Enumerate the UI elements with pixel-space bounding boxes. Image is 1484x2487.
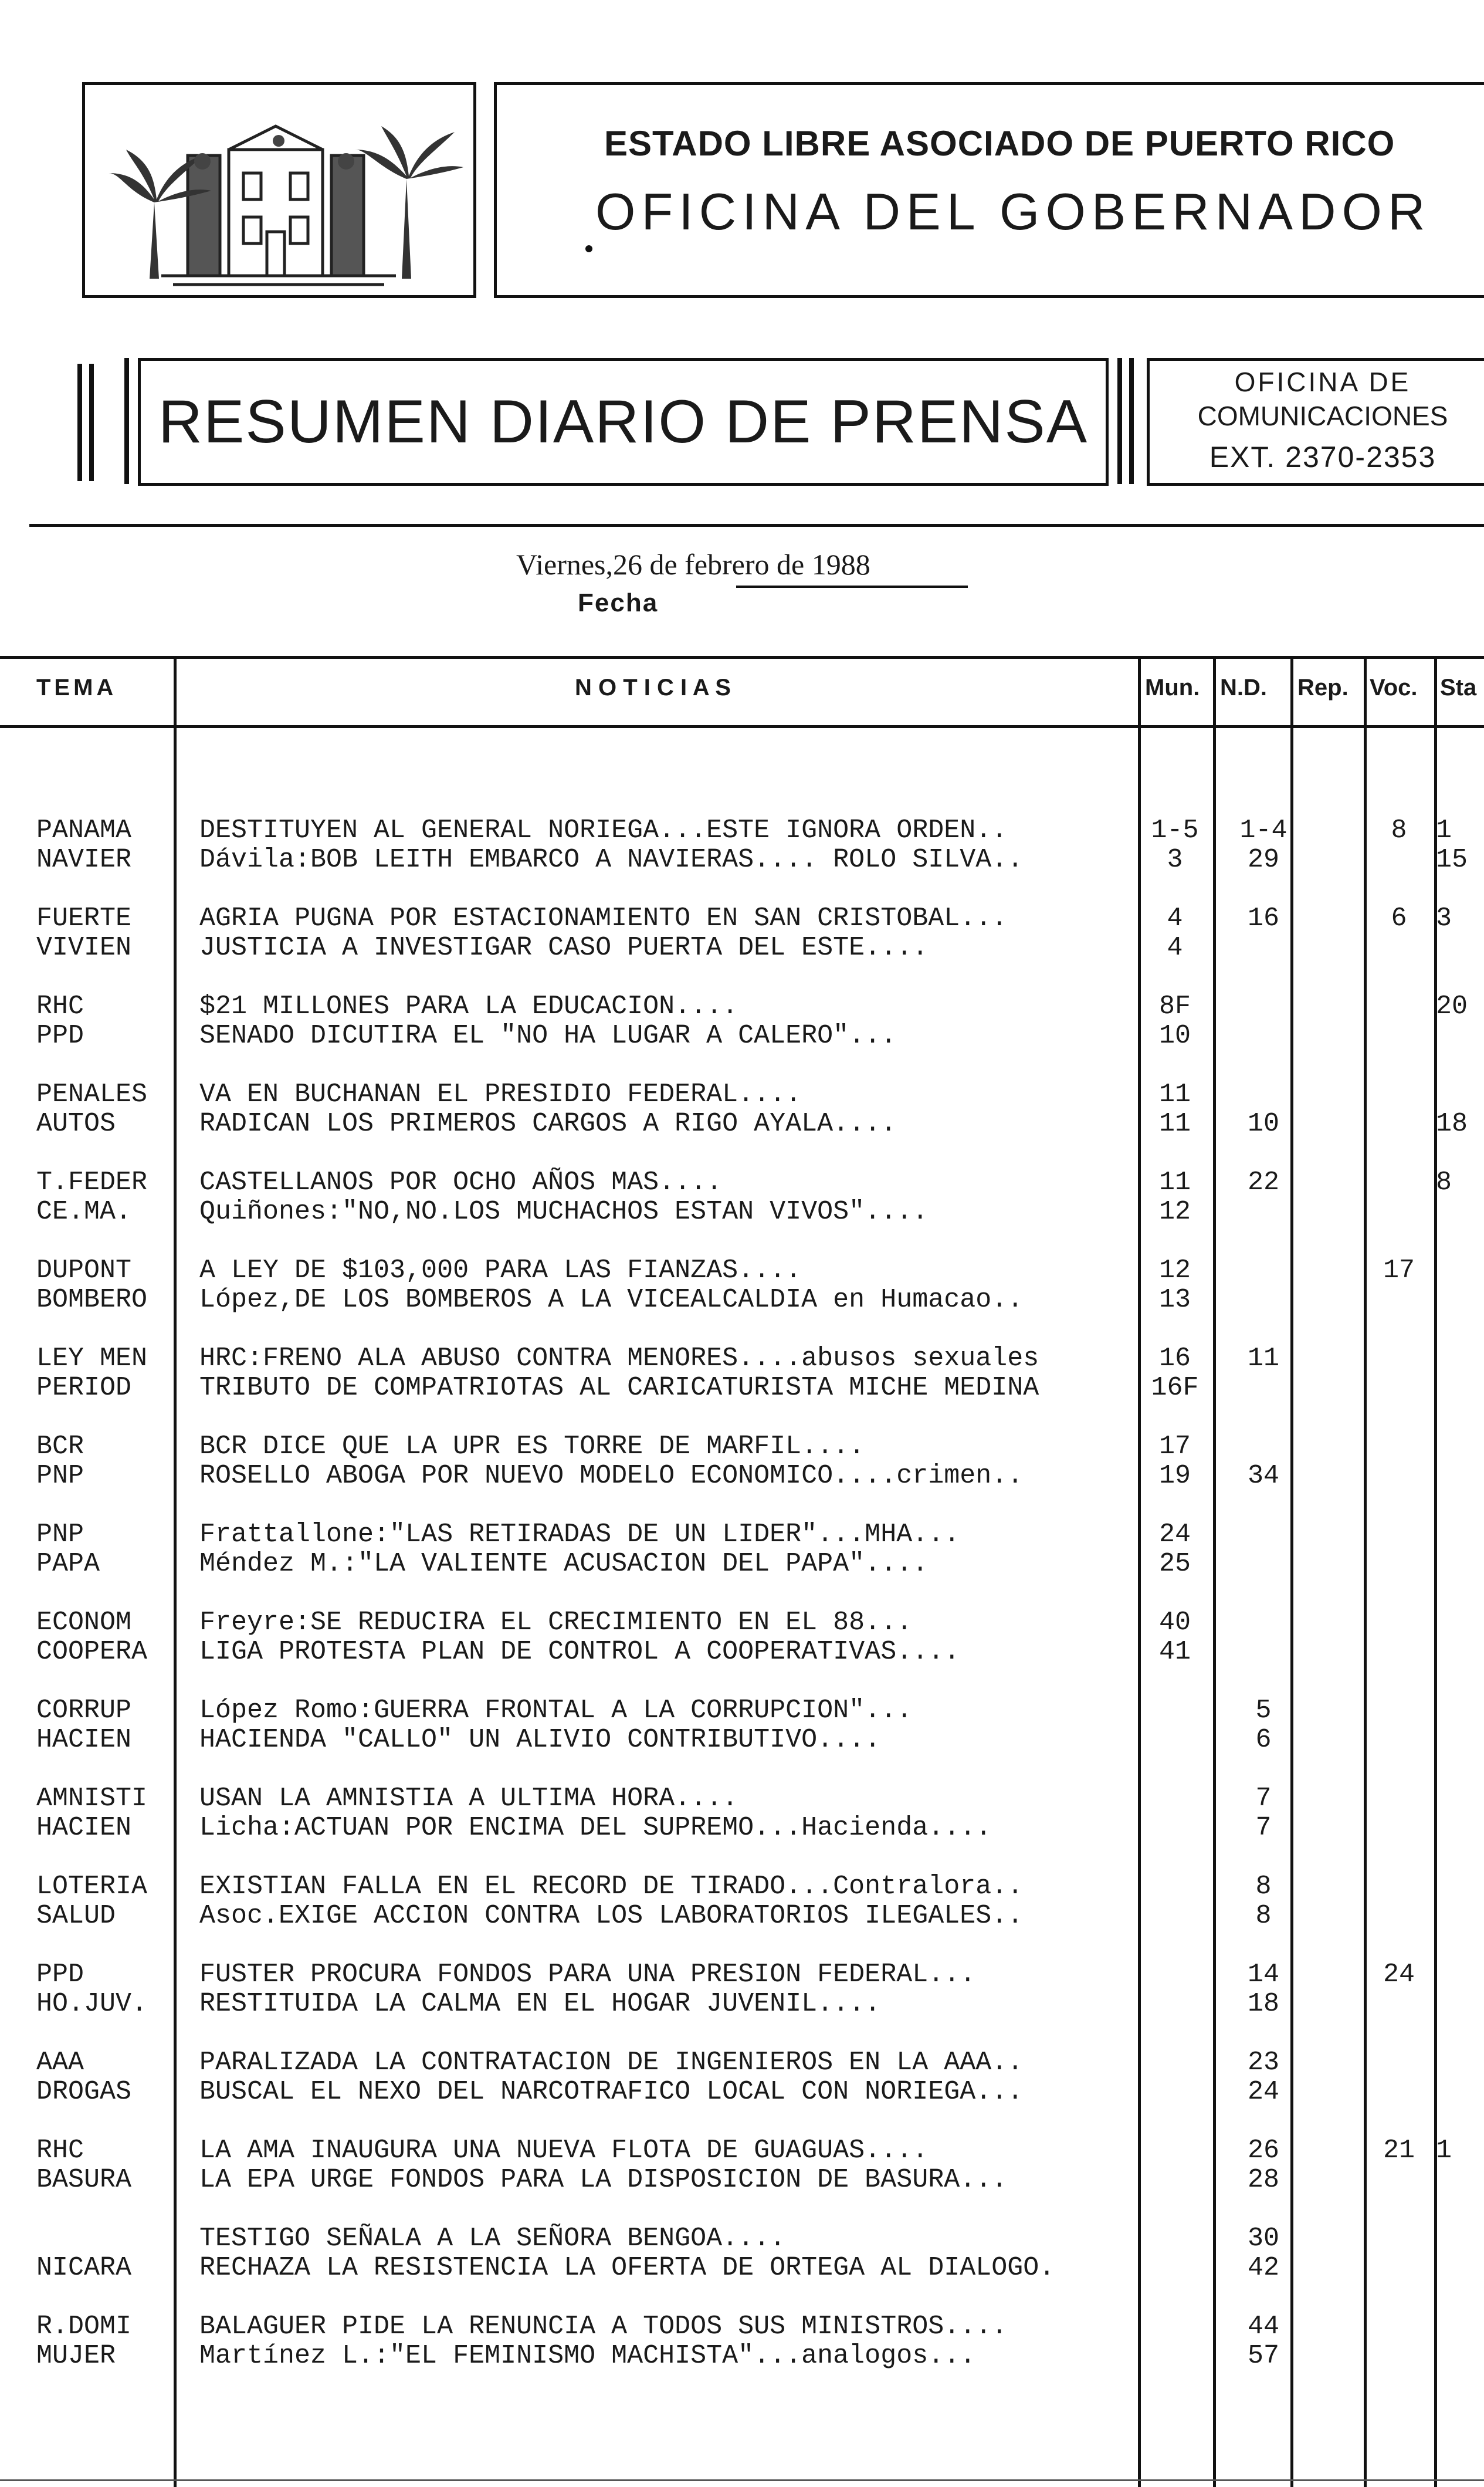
nd-page-cell: 10 — [1247, 1109, 1279, 1139]
tema-cell: LOTERIA — [36, 1872, 148, 1901]
voc-page-cell — [1367, 1197, 1431, 1227]
tema-cell — [36, 2224, 172, 2254]
headline-cell: López,DE LOS BOMBEROS A LA VICEALCALDIA en Humacao.. — [199, 1285, 1024, 1315]
voc-page-cell — [1367, 1168, 1431, 1198]
voc-page-cell: 17 — [1383, 1256, 1415, 1285]
voc-page-cell — [1367, 1872, 1431, 1902]
nd-page-cell — [1217, 1432, 1310, 1462]
headline-cell: López Romo:GUERRA FRONTAL A LA CORRUPCION"... — [199, 1696, 913, 1725]
voc-page-cell — [1367, 1784, 1431, 1814]
voc-page-cell — [1367, 2341, 1431, 2371]
voc-page-cell — [1367, 2165, 1431, 2195]
tema-cell: LEY MEN — [36, 1344, 148, 1373]
sta-page-cell — [1436, 1637, 1484, 1667]
voc-page-cell — [1367, 2253, 1431, 2283]
column-header-noticias: N O T I C I A S — [575, 675, 731, 701]
mun-page-cell — [1139, 2341, 1211, 2371]
tema-cell: PANAMA — [36, 816, 132, 845]
table-row — [0, 2312, 1484, 2373]
headline-cell: BUSCAL EL NEXO DEL NARCOTRAFICO LOCAL CON NORIEGA... — [199, 2077, 1024, 2107]
mun-page-cell: 19 — [1158, 1461, 1191, 1491]
nd-page-cell: 26 — [1247, 2136, 1279, 2165]
nd-page-cell — [1217, 1197, 1310, 1227]
mun-page-cell — [1139, 2077, 1211, 2107]
nd-page-cell — [1217, 1021, 1310, 1051]
mun-page-cell: 17 — [1158, 1432, 1191, 1461]
office-name: OFICINA DEL GOBERNADOR — [595, 182, 1431, 241]
sta-page-cell — [1436, 2341, 1484, 2371]
date-label: Fecha — [578, 588, 659, 617]
table-row — [0, 2224, 1484, 2285]
nd-page-cell: 34 — [1247, 1461, 1279, 1491]
nd-page-cell — [1217, 1285, 1310, 1315]
sta-page-cell — [1436, 1285, 1484, 1315]
tema-cell: BCR — [36, 1432, 84, 1461]
mun-page-cell: 11 — [1158, 1168, 1191, 1197]
headline-cell: USAN LA AMNISTIA A ULTIMA HORA.... — [199, 1784, 738, 1813]
mun-page-cell — [1139, 1813, 1211, 1843]
nd-page-cell: 23 — [1247, 2048, 1279, 2077]
sta-page-cell — [1436, 1256, 1484, 1286]
nd-page-cell: 24 — [1247, 2077, 1279, 2107]
tema-cell: PERIOD — [36, 1373, 132, 1403]
voc-page-cell — [1367, 845, 1431, 875]
table-row — [0, 1608, 1484, 1669]
mun-page-cell — [1139, 2136, 1211, 2166]
mun-page-cell: 25 — [1158, 1549, 1191, 1579]
voc-page-cell — [1367, 1549, 1431, 1579]
headline-cell: PARALIZADA LA CONTRATACION DE INGENIEROS EN LA AAA.. — [199, 2048, 1024, 2077]
report-date: Viernes,26 de febrero de 1988 — [516, 548, 870, 581]
sta-page-cell — [1436, 933, 1484, 963]
voc-page-cell — [1367, 2224, 1431, 2254]
table-row — [0, 1520, 1484, 1581]
nd-page-cell: 44 — [1247, 2312, 1279, 2341]
table-row — [0, 1696, 1484, 1757]
sta-page-cell — [1436, 1872, 1484, 1902]
nd-page-cell: 6 — [1255, 1725, 1272, 1755]
headline-cell: LA AMA INAUGURA UNA NUEVA FLOTA DE GUAGUAS.... — [199, 2136, 929, 2165]
voc-page-cell — [1367, 1461, 1431, 1491]
office-line-2: COMUNICACIONES — [1197, 401, 1448, 431]
mun-page-cell: 24 — [1158, 1520, 1191, 1549]
headline-cell: LA EPA URGE FONDOS PARA LA DISPOSICION DE BASURA... — [199, 2165, 1008, 2195]
voc-page-cell — [1367, 1989, 1431, 2019]
voc-page-cell: 21 — [1383, 2136, 1415, 2165]
sta-page-cell — [1436, 1725, 1484, 1755]
nd-page-cell: 22 — [1247, 1168, 1279, 1197]
voc-page-cell — [1367, 1725, 1431, 1755]
mun-page-cell — [1139, 1872, 1211, 1902]
headline-cell: CASTELLANOS POR OCHO AÑOS MAS.... — [199, 1168, 723, 1197]
tema-cell: T.FEDER — [36, 1168, 148, 1197]
mun-page-cell: 3 — [1167, 845, 1183, 875]
sta-page-cell — [1436, 1608, 1484, 1638]
nd-page-cell — [1217, 1520, 1310, 1550]
voc-page-cell — [1367, 1520, 1431, 1550]
mun-page-cell: 1-5 — [1151, 816, 1199, 845]
column-header-voc: Voc. — [1370, 675, 1418, 701]
headline-cell: Méndez M.:"LA VALIENTE ACUSACION DEL PAPA".... — [199, 1549, 929, 1579]
sta-page-cell: 15 — [1436, 845, 1468, 875]
nd-page-cell — [1217, 992, 1310, 1022]
sta-page-cell — [1436, 1696, 1484, 1726]
tema-cell: R.DOMI — [36, 2312, 132, 2341]
table-row — [0, 1256, 1484, 1317]
banner-bar-mid-1 — [1117, 358, 1122, 484]
headline-cell: FUSTER PROCURA FONDOS PARA UNA PRESION FEDERAL... — [199, 1960, 976, 1989]
banner-bar-mid-2 — [1129, 358, 1134, 484]
nd-page-cell: 14 — [1247, 1960, 1279, 1989]
tema-cell: AUTOS — [36, 1109, 116, 1139]
mun-page-cell — [1139, 2048, 1211, 2078]
voc-page-cell — [1367, 1608, 1431, 1638]
tema-cell: CE.MA. — [36, 1197, 132, 1227]
nd-page-cell — [1217, 1549, 1310, 1579]
tema-cell: DUPONT — [36, 1256, 132, 1285]
mun-page-cell: 8F — [1158, 992, 1191, 1021]
voc-page-cell — [1367, 2048, 1431, 2078]
mun-page-cell — [1139, 1696, 1211, 1726]
mun-page-cell: 10 — [1158, 1021, 1191, 1051]
voc-page-cell — [1367, 933, 1431, 963]
headline-cell: $21 MILLONES PARA LA EDUCACION.... — [199, 992, 738, 1021]
mun-page-cell — [1139, 2312, 1211, 2342]
nd-page-cell: 5 — [1255, 1696, 1272, 1725]
table-row — [0, 904, 1484, 965]
voc-page-cell — [1367, 1813, 1431, 1843]
headline-cell: Martínez L.:"EL FEMINISMO MACHISTA"...analogos... — [199, 2341, 976, 2371]
headline-cell: DESTITUYEN AL GENERAL NORIEGA...ESTE IGNORA ORDEN.. — [199, 816, 1008, 845]
mun-page-cell — [1139, 2165, 1211, 2195]
mun-page-cell: 16F — [1151, 1373, 1199, 1403]
table-row — [0, 1168, 1484, 1229]
voc-page-cell — [1367, 1344, 1431, 1374]
sta-page-cell — [1436, 1080, 1484, 1110]
sta-page-cell — [1436, 2224, 1484, 2254]
mun-page-cell — [1139, 1901, 1211, 1931]
nd-page-cell: 42 — [1247, 2253, 1279, 2283]
tema-cell: PNP — [36, 1520, 84, 1549]
sta-page-cell — [1436, 1021, 1484, 1051]
mun-page-cell: 12 — [1158, 1256, 1191, 1285]
mun-page-cell — [1139, 1784, 1211, 1814]
mun-page-cell — [1139, 1989, 1211, 2019]
sta-page-cell — [1436, 2312, 1484, 2342]
sta-page-cell: 8 — [1436, 1168, 1452, 1197]
voc-page-cell — [1367, 2312, 1431, 2342]
table-row — [0, 1344, 1484, 1405]
table-row — [0, 1432, 1484, 1493]
nd-page-cell: 7 — [1255, 1784, 1272, 1813]
tema-cell: COOPERA — [36, 1637, 148, 1667]
sta-page-cell: 20 — [1436, 992, 1468, 1021]
headline-cell: Freyre:SE REDUCIRA EL CRECIMIENTO EN EL 88... — [199, 1608, 913, 1637]
voc-page-cell — [1367, 1901, 1431, 1931]
tema-cell: BOMBERO — [36, 1285, 148, 1315]
table-row — [0, 816, 1484, 877]
headline-cell: ROSELLO ABOGA POR NUEVO MODELO ECONOMICO....crimen.. — [199, 1461, 1024, 1491]
mark-dot — [585, 245, 592, 252]
nd-page-cell: 7 — [1255, 1813, 1272, 1843]
column-header-rep: Rep. — [1297, 675, 1349, 701]
date-underline — [736, 586, 968, 588]
tema-cell: PAPA — [36, 1549, 100, 1579]
tema-cell: HACIEN — [36, 1813, 132, 1843]
voc-page-cell — [1367, 992, 1431, 1022]
sta-page-cell — [1436, 2165, 1484, 2195]
voc-page-cell — [1367, 1109, 1431, 1139]
sta-page-cell: 3 — [1436, 904, 1452, 933]
nd-page-cell: 29 — [1247, 845, 1279, 875]
mun-page-cell: 16 — [1158, 1344, 1191, 1373]
banner-bar-left-1 — [77, 364, 82, 481]
tema-cell: DROGAS — [36, 2077, 132, 2107]
page-bottom-rule — [0, 2479, 1484, 2481]
sta-page-cell — [1436, 1901, 1484, 1931]
table-top-rule — [0, 656, 1484, 659]
nd-page-cell: 30 — [1247, 2224, 1279, 2253]
nd-page-cell: 11 — [1247, 1344, 1279, 1373]
table-row — [0, 992, 1484, 1053]
headline-cell: SENADO DICUTIRA EL "NO HA LUGAR A CALERO"... — [199, 1021, 897, 1051]
tema-cell: AAA — [36, 2048, 84, 2077]
sta-page-cell — [1436, 1960, 1484, 1990]
nd-page-cell — [1217, 1373, 1310, 1403]
office-line-1: OFICINA DE — [1234, 367, 1411, 397]
mun-page-cell — [1139, 2253, 1211, 2283]
headline-cell: BCR DICE QUE LA UPR ES TORRE DE MARFIL.... — [199, 1432, 865, 1461]
nd-page-cell — [1217, 1608, 1310, 1638]
tema-cell: PPD — [36, 1960, 84, 1989]
nd-page-cell: 16 — [1247, 904, 1279, 933]
sta-page-cell — [1436, 1373, 1484, 1403]
nd-page-cell: 8 — [1255, 1872, 1272, 1901]
mun-page-cell: 41 — [1158, 1637, 1191, 1667]
voc-page-cell — [1367, 1373, 1431, 1403]
sta-page-cell — [1436, 2253, 1484, 2283]
mun-page-cell: 4 — [1167, 904, 1183, 933]
nd-page-cell: 1-4 — [1239, 816, 1288, 845]
mun-page-cell: 11 — [1158, 1080, 1191, 1109]
table-header-rule — [0, 725, 1484, 728]
voc-page-cell — [1367, 2077, 1431, 2107]
mun-page-cell: 40 — [1158, 1608, 1191, 1637]
headline-cell: Licha:ACTUAN POR ENCIMA DEL SUPREMO...Hacienda.... — [199, 1813, 992, 1843]
voc-page-cell — [1367, 1021, 1431, 1051]
mun-page-cell — [1139, 1725, 1211, 1755]
voc-page-cell — [1367, 1432, 1431, 1462]
sta-page-cell — [1436, 1813, 1484, 1843]
tema-cell: FUERTE — [36, 904, 132, 933]
sta-page-cell: 1 — [1436, 2136, 1452, 2165]
fortaleza-building-illustration — [85, 85, 473, 295]
sta-page-cell: 18 — [1436, 1109, 1468, 1139]
tema-cell: PENALES — [36, 1080, 148, 1109]
sta-page-cell — [1436, 1989, 1484, 2019]
nd-page-cell: 28 — [1247, 2165, 1279, 2195]
voc-page-cell — [1367, 1696, 1431, 1726]
tema-cell: MUJER — [36, 2341, 116, 2371]
header-separator — [29, 524, 1484, 527]
table-row — [0, 2136, 1484, 2197]
sta-page-cell — [1436, 1784, 1484, 1814]
tema-cell: BASURA — [36, 2165, 132, 2195]
column-header-nd: N.D. — [1220, 675, 1267, 701]
voc-page-cell: 24 — [1383, 1960, 1415, 1989]
voc-page-cell — [1367, 1637, 1431, 1667]
headline-cell: LIGA PROTESTA PLAN DE CONTROL A COOPERATIVAS.... — [199, 1637, 960, 1667]
tema-cell: ECONOM — [36, 1608, 132, 1637]
headline-cell: A LEY DE $103,000 PARA LAS FIANZAS.... — [199, 1256, 802, 1285]
voc-page-cell: 6 — [1391, 904, 1407, 933]
voc-page-cell — [1367, 1080, 1431, 1110]
tema-cell: CORRUP — [36, 1696, 132, 1725]
sta-page-cell — [1436, 1520, 1484, 1550]
table-row — [0, 1784, 1484, 1845]
nd-page-cell — [1217, 1080, 1310, 1110]
tema-cell: PPD — [36, 1021, 84, 1051]
tema-cell: AMNISTI — [36, 1784, 148, 1813]
headline-cell: HRC:FRENO ALA ABUSO CONTRA MENORES....abusos sexuales — [199, 1344, 1039, 1373]
column-header-mun: Mun. — [1145, 675, 1200, 701]
sta-page-cell — [1436, 1461, 1484, 1491]
tema-cell: HACIEN — [36, 1725, 132, 1755]
tema-cell: PNP — [36, 1461, 84, 1491]
nd-page-cell: 8 — [1255, 1901, 1272, 1931]
headline-cell: RESTITUIDA LA CALMA EN EL HOGAR JUVENIL.... — [199, 1989, 881, 2019]
headline-cell: RECHAZA LA RESISTENCIA LA OFERTA DE ORTEGA AL DIALOGO. — [199, 2253, 1055, 2283]
nd-page-cell: 18 — [1247, 1989, 1279, 2019]
tema-cell: NAVIER — [36, 845, 132, 875]
headline-cell: HACIENDA "CALLO" UN ALIVIO CONTRIBUTIVO.... — [199, 1725, 881, 1755]
banner-bar-left-3 — [124, 358, 129, 484]
headline-cell: JUSTICIA A INVESTIGAR CASO PUERTA DEL ESTE.... — [199, 933, 929, 963]
office-extension: EXT. 2370-2353 — [1209, 441, 1436, 473]
sta-page-cell — [1436, 2077, 1484, 2107]
nd-page-cell: 57 — [1247, 2341, 1279, 2371]
nd-page-cell — [1217, 1256, 1310, 1286]
table-row — [0, 1872, 1484, 1933]
sta-page-cell — [1436, 1432, 1484, 1462]
mun-page-cell — [1139, 2224, 1211, 2254]
mun-page-cell — [1139, 1960, 1211, 1990]
tema-cell: NICARA — [36, 2253, 132, 2283]
table-row — [0, 1960, 1484, 2021]
headline-cell: Dávila:BOB LEITH EMBARCO A NAVIERAS.... ROLO SILVA.. — [199, 845, 1024, 875]
headline-cell: Asoc.EXIGE ACCION CONTRA LOS LABORATORIOS ILEGALES.. — [199, 1901, 1024, 1931]
government-name: ESTADO LIBRE ASOCIADO DE PUERTO RICO — [604, 124, 1395, 163]
nd-page-cell — [1217, 1637, 1310, 1667]
seal-logo-box — [82, 82, 476, 298]
headline-cell: AGRIA PUGNA POR ESTACIONAMIENTO EN SAN CRISTOBAL... — [199, 904, 1008, 933]
tema-cell: VIVIEN — [36, 933, 132, 963]
mun-page-cell: 4 — [1167, 933, 1183, 963]
banner-title: RESUMEN DIARIO DE PRENSA — [158, 388, 1089, 456]
voc-page-cell: 8 — [1391, 816, 1407, 845]
headline-cell: TESTIGO SEÑALA A LA SEÑORA BENGOA.... — [199, 2224, 786, 2253]
mun-page-cell: 13 — [1158, 1285, 1191, 1315]
headline-cell: EXISTIAN FALLA EN EL RECORD DE TIRADO...Contralora.. — [199, 1872, 1024, 1901]
sta-page-cell — [1436, 1549, 1484, 1579]
headline-cell: VA EN BUCHANAN EL PRESIDIO FEDERAL.... — [199, 1080, 802, 1109]
voc-page-cell — [1367, 1285, 1431, 1315]
column-header-tema: TEMA — [36, 675, 117, 701]
sta-page-cell — [1436, 2048, 1484, 2078]
tema-cell: SALUD — [36, 1901, 116, 1931]
tema-cell: HO.JUV. — [36, 1989, 148, 2019]
headline-cell: RADICAN LOS PRIMEROS CARGOS A RIGO AYALA.... — [199, 1109, 897, 1139]
tema-cell: RHC — [36, 992, 84, 1021]
headline-cell: Quiñones:"NO,NO.LOS MUCHACHOS ESTAN VIVOS".... — [199, 1197, 929, 1227]
mun-page-cell: 12 — [1158, 1197, 1191, 1227]
sta-page-cell — [1436, 1344, 1484, 1374]
column-header-sta: Sta — [1440, 675, 1477, 701]
headline-cell: TRIBUTO DE COMPATRIOTAS AL CARICATURISTA MICHE MEDINA — [199, 1373, 1039, 1403]
banner-bar-left-2 — [89, 364, 94, 481]
table-row — [0, 2048, 1484, 2109]
headline-cell: Frattallone:"LAS RETIRADAS DE UN LIDER"...MHA... — [199, 1520, 960, 1549]
table-row — [0, 1080, 1484, 1141]
mun-page-cell: 11 — [1158, 1109, 1191, 1139]
headline-cell: BALAGUER PIDE LA RENUNCIA A TODOS SUS MINISTROS.... — [199, 2312, 1008, 2341]
sta-page-cell: 1 — [1436, 816, 1452, 845]
tema-cell: RHC — [36, 2136, 84, 2165]
sta-page-cell — [1436, 1197, 1484, 1227]
nd-page-cell — [1217, 933, 1310, 963]
